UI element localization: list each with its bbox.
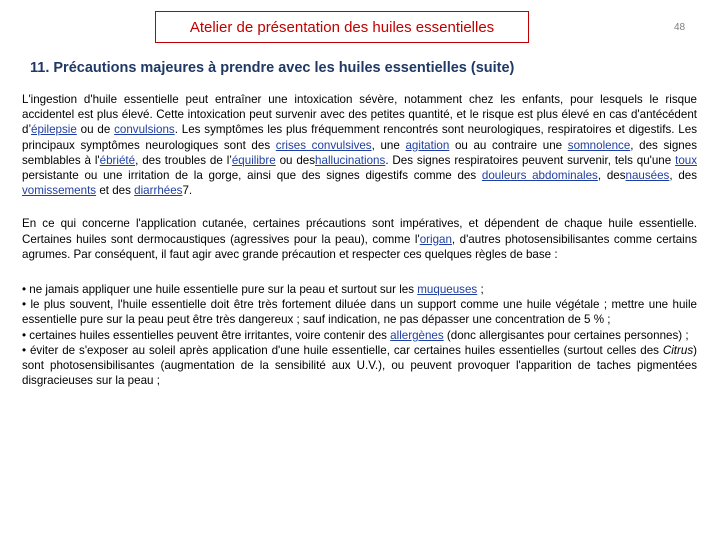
rule-item-4: [22, 343, 697, 389]
rule-item-3: [22, 328, 697, 343]
link-vomissements[interactable]: vomissements: [22, 184, 97, 198]
link-diarrhees[interactable]: diarrhées: [134, 184, 183, 198]
text-run: L'ingestion d'huile essentielle peut entraîner une intoxication sévère, notamment chez les enfants, pour lesquels le risque accidentel est plus élevé. Cette intoxication peut survenir avec des petites quantité, et le risque est plus élevé en cas d'antécédent d’: [22, 93, 697, 137]
text-run: ;: [477, 283, 484, 297]
text-run: En ce qui concerne l'application cutanée, certaines précautions sont impératives, et dépendent de chaque huile essentielle. Certaines huiles sont dermocaustiques (agressives pour la peau), comme l': [22, 217, 697, 246]
text-run: ou de: [76, 123, 115, 137]
text-run: , des signes semblables à l': [22, 138, 697, 167]
link-convulsions[interactable]: convulsions: [114, 123, 175, 137]
text-run: et des: [96, 184, 135, 198]
link-allergenes[interactable]: allergènes: [390, 328, 444, 342]
text-run: ou au contraire une: [449, 138, 568, 152]
section-title: 11. Précautions majeures à prendre avec les huiles essentielles (suite): [30, 60, 515, 76]
rules-list: [22, 282, 697, 388]
link-nausees[interactable]: nausées: [625, 169, 670, 183]
text-run: , des troubles de l’: [135, 153, 232, 167]
text-run: persistante ou une irritation de la gorge, ainsi que des signes digestifs comme des: [22, 169, 482, 183]
slide-title: Atelier de présentation des huiles essentielles: [189, 18, 495, 36]
rule-item-1: [22, 282, 697, 297]
link-douleurs-abdominales[interactable]: douleurs abdominales: [481, 169, 598, 183]
rule-item-2: • le plus souvent, l'huile essentielle doit être très fortement diluée dans un support comme une huile végétale ; mettre une huile essentielle pure sur la peau peut être très dangereux ; sauf indication, ne pas dépasser une concentration de 5 % ;: [22, 298, 697, 327]
text-run: ou des: [275, 153, 316, 167]
text-run: . Les symptômes les plus fréquemment rencontrés sont neurologiques, respiratoires et digestifs. Les principaux symptômes neurologiques sont des: [22, 123, 697, 152]
text-run: • éviter de s'exposer au soleil après application d'une huile essentielle, car certaines huiles essentielles (surtout celles des: [22, 343, 663, 357]
slide-title-box: [155, 11, 529, 43]
text-run: , une: [371, 138, 406, 152]
paragraph-application-cutanee: [22, 216, 697, 262]
content-body: [22, 92, 697, 388]
link-crises-convulsives[interactable]: crises convulsives: [275, 138, 372, 152]
link-origan[interactable]: origan: [419, 232, 452, 246]
link-agitation[interactable]: agitation: [405, 138, 450, 152]
link-equilibre[interactable]: équilibre: [231, 153, 276, 167]
text-italic-citrus: Citrus: [662, 343, 694, 357]
text-run: , d'autres photosensibilisantes comme certains agrumes. Par conséquent, il faut agir avec grande précaution et respecter ces quelques règles de base :: [22, 232, 697, 261]
link-hallucinations[interactable]: hallucinations: [315, 153, 386, 167]
page-number: 48: [674, 22, 686, 33]
text-run: ) sont photosensibilisantes (augmentation de la sensibilité aux U.V.), ou peuvent provoquer l'apparition de taches pigmentées disgracieuses sur la peau ;: [22, 343, 697, 388]
paragraph-ingestion: [22, 92, 697, 198]
link-muqueuses[interactable]: muqueuses: [417, 283, 478, 297]
link-somnolence[interactable]: somnolence: [567, 138, 631, 152]
text-run: • ne jamais appliquer une huile essentielle pure sur la peau et surtout sur les: [22, 283, 418, 297]
link-epilepsie[interactable]: épilepsie: [31, 123, 77, 137]
text-run: . Des signes respiratoires peuvent survenir, tels qu'une: [385, 153, 676, 167]
text-run: • certaines huiles essentielles peuvent être irritantes, voire contenir des: [22, 328, 391, 342]
text-run: , des: [669, 169, 698, 183]
text-run: (donc allergisantes pour certaines personnes) ;: [443, 328, 689, 342]
text-run: , des: [597, 169, 626, 183]
text-run: 7.: [182, 184, 193, 198]
link-ebriete[interactable]: ébriété: [99, 153, 136, 167]
link-toux[interactable]: toux: [675, 153, 698, 167]
